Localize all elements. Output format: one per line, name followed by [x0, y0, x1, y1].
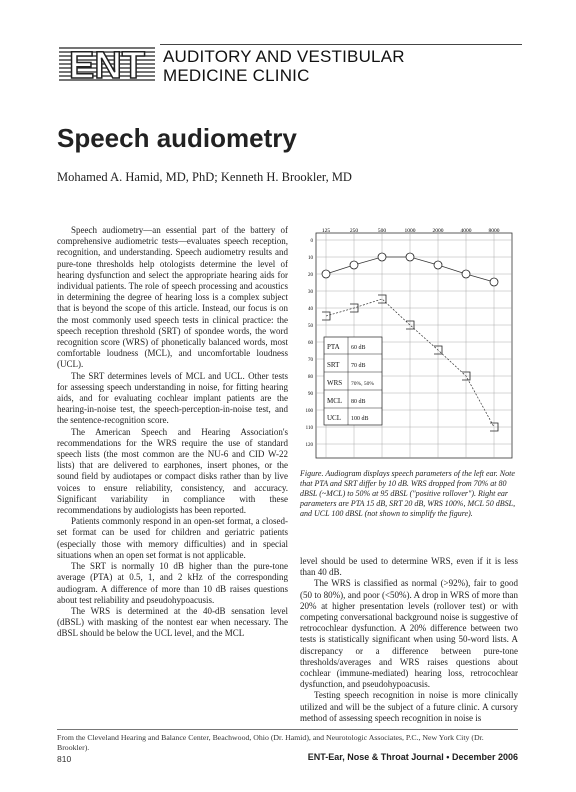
page-number: 810	[57, 754, 72, 764]
db-label: 30	[308, 290, 313, 295]
body-column-right	[300, 556, 518, 724]
figure-caption: Figure. Audiogram displays speech parameters of the left ear. Note that PTA and SRT differ by 10 dB. WRS dropped from 70% at 80 dBSL (~MCL) to 50% at 95 dBSL ("positive rollover"). Right ear parameters are PTA 15 dB, SRT 20 dB, WRS 100%, MCL 50 dBSL, and UCL 100 dBSL (not shown to simplify the figure).	[300, 469, 516, 518]
freq-label: 500	[377, 228, 387, 234]
table-label: PTA	[327, 343, 340, 351]
clinic-line-2: MEDICINE CLINIC	[163, 66, 310, 85]
table-value: 70 dB	[351, 363, 366, 369]
db-label: 20	[308, 273, 313, 278]
db-label: 90	[308, 392, 313, 397]
right-ear-marker	[434, 261, 442, 269]
table-label: MCL	[327, 397, 343, 405]
right-ear-marker	[462, 270, 470, 278]
db-label: 110	[305, 426, 313, 431]
header-rule	[160, 44, 522, 45]
freq-label: 8000	[488, 228, 500, 234]
db-label: 60	[308, 341, 313, 346]
right-ear-marker	[490, 278, 498, 286]
table-value: 80 dB	[351, 399, 366, 405]
db-label: 0	[310, 239, 313, 244]
db-label: 50	[308, 324, 313, 329]
clinic-line-1: AUDITORY AND VESTIBULAR	[163, 47, 405, 66]
right-ear-marker	[378, 253, 386, 261]
paragraph: Patients commonly respond in an open-set format, a closed-set format can be used for children and geriatric patients (especially those with memory difficulties) and in special situations when an open set format is not applicable.	[57, 516, 288, 560]
authors: Mohamed A. Hamid, MD, PhD; Kenneth H. Brookler, MD	[57, 170, 352, 184]
paragraph: The SRT is normally 10 dB higher than the pure-tone average (PTA) at 0.5, 1, and 2 kHz of the corresponding audiogram. A difference of more than 10 dB raises questions about test reliability and pseudohypoacusis.	[57, 561, 288, 605]
db-label: 100	[305, 409, 313, 414]
paragraph: The SRT determines levels of MCL and UCL. Other tests for assessing speech understanding in noise, for fitting hearing aids, and for evaluating cochlear implant patients are the hearing-in-noise test, the speech-perception-in-noise test, and the sentence-recognition score.	[57, 370, 288, 426]
db-label: 40	[308, 307, 313, 312]
paragraph: Testing speech recognition in noise is more clinically utilized and will be the subject of a future clinic. A cursory method of assessing speech recognition in noise is	[300, 690, 518, 723]
paragraph: The WRS is classified as normal (>92%), fair to good (50 to 80%), and poor (<50%). A drop in WRS of more than 20% at higher presentation levels (rollover test) or with competing conversational background noise is suggestive of retrocochlear dysfunction. A 20% difference between two tests is statistically significant when using 50-word lists. A discrepancy or a difference between pure-tone thresholds/averages and WRS raises questions about cochlear (immune-mediated) hearing loss, retrocochlear dysfunction, and pseudohypoacusis.	[300, 578, 518, 690]
paragraph: level should be used to determine WRS, even if it is less than 40 dB.	[300, 556, 518, 578]
right-ear-marker	[322, 270, 330, 278]
db-label: 80	[308, 375, 313, 380]
clinic-name	[163, 47, 405, 85]
table-label: UCL	[327, 414, 341, 422]
table-value: 60 dB	[351, 345, 366, 351]
logo-text: ENT	[69, 45, 145, 84]
journal-name: ENT-Ear, Nose & Throat Journal • December 2006	[307, 752, 518, 762]
affiliation-footnote: From the Cleveland Hearing and Balance Center, Beachwood, Ohio (Dr. Hamid), and Neurotologic Associates, P.C., New York City (Dr. Brookler).	[57, 733, 484, 752]
ent-logo	[57, 44, 157, 84]
table-value: 100 dB	[351, 416, 369, 422]
table-label: WRS	[327, 379, 343, 387]
freq-label: 4000	[460, 228, 472, 234]
right-ear-marker	[350, 261, 358, 269]
audiogram-figure	[300, 225, 518, 465]
table-value: 70%, 50%	[351, 381, 374, 387]
body-column-left	[57, 225, 288, 640]
freq-label: 125	[321, 228, 331, 234]
footnote-rule	[57, 729, 518, 730]
paragraph: The American Speech and Hearing Association's recommendations for the WRS require the use of standard speech lists (the most common are the NU-6 and CID W-22 lists) that are delivered to earphones, insert phones, or the sound field by audiotapes or compact disks rather than by live voices to ensure reliability, consistency, and accuracy. Significant variability in compliance with these recommendations by audiologists has been reported.	[57, 426, 288, 516]
paragraph: Speech audiometry—an essential part of the battery of comprehensive audiometric tests—evaluates speech reception, recognition, and understanding. Speech audiometry results and pure-tone thresholds help otologists determine the level of hearing dysfunction and select the appropriate hearing aids for individual patients. The role of speech processing and acoustics in determining the degree of hearing loss is a complex subject that is beyond the scope of this article. Instead, our focus is on the most commonly used speech tests in clinical practice: the speech reception threshold (SRT) of spondee words, the word recognition score (WRS) of phonetically balanced words, most comfortable loudness (MCL), and uncomfortable loudness (UCL).	[57, 225, 288, 370]
db-label: 120	[305, 443, 313, 448]
db-label: 70	[308, 358, 313, 363]
db-label: 10	[308, 256, 313, 261]
article-title: Speech audiometry	[57, 123, 297, 153]
freq-label: 2000	[432, 228, 444, 234]
freq-label: 1000	[404, 228, 416, 234]
right-ear-marker	[406, 253, 414, 261]
table-label: SRT	[327, 361, 340, 369]
freq-label: 250	[349, 228, 359, 234]
paragraph: The WRS is determined at the 40-dB sensation level (dBSL) with masking of the nontest ear when necessary. The dBSL should be below the UCL level, and the MCL	[57, 605, 288, 639]
